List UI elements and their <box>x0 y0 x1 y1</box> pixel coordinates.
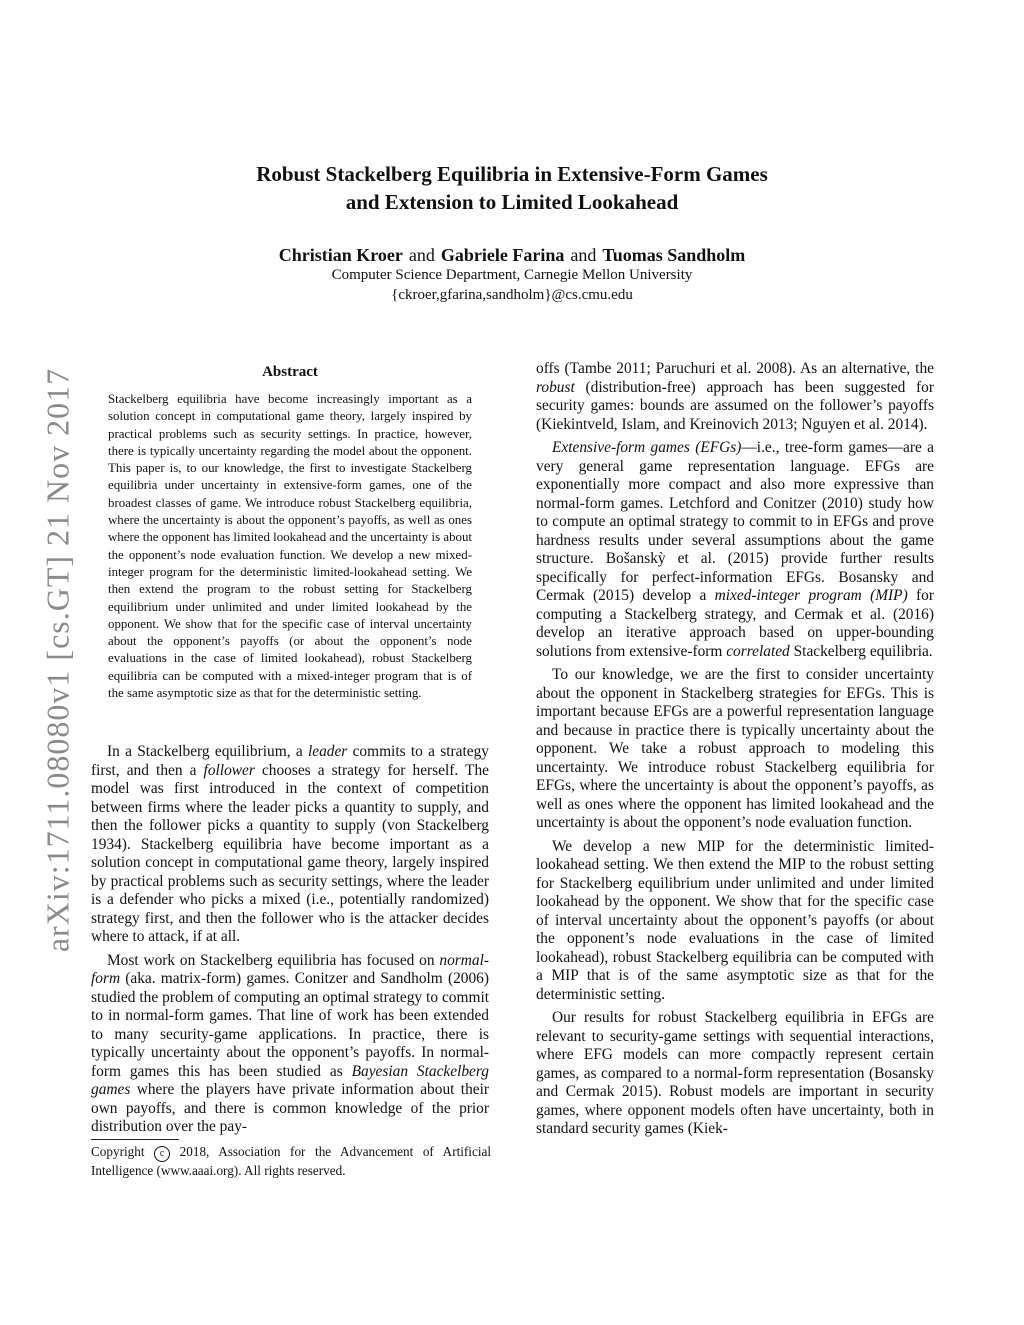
author-1: Christian Kroer <box>278 245 403 265</box>
affiliation-block <box>0 265 1024 305</box>
right-paragraph-efgs: Extensive-form games (EFGs)—i.e., tree-form games—are a very general game representation language. EFGs are exponentially more compact and also more expressive than normal-form games. Letchford and Conitzer (2010) study how to compute an optimal strategy to commit to in EFGs and prove hardness results under several assumptions about the game structure. Bošanskỳ et al. (2015) provide further results specifically for perfect-information EFGs. Bosansky and Cermak (2015) develop a mixed-integer program (MIP) for computing a Stackelberg strategy, and Cermak et al. (2016) develop an iterative approach based on upper-bounding solutions from extensive-form correlated Stackelberg equilibria. <box>536 439 934 660</box>
copyright-notice: Copyright c 2018, Association for the Advancement of Artificial Intelligence (www.aaai.org). All rights reserved. <box>91 1144 491 1178</box>
author-separator: and <box>570 245 597 265</box>
affiliation: Computer Science Department, Carnegie Mellon University <box>331 267 693 283</box>
intro-paragraph-2: Most work on Stackelberg equilibria has focused on normal-form (aka. matrix-form) games. Conitzer and Sandholm (2006) studied the problem of computing an optimal strategy to commit to in normal-form games. That line of work has been extended to many security-game applications. In practice, there is typically uncertainty about the opponent’s payoffs. In normal-form games this has been studied as Bayesian Stackelberg games where the players have private information about their own payoffs, and there is common knowledge of the prior distribution over the pay- <box>91 951 489 1135</box>
author-separator: and <box>408 245 435 265</box>
right-column <box>536 360 934 1144</box>
paper-title <box>0 160 1024 216</box>
title-line-2: and Extension to Limited Lookahead <box>345 190 679 214</box>
author-list <box>0 243 1024 267</box>
abstract-heading: Abstract <box>262 364 318 380</box>
right-paragraph-results: Our results for robust Stackelberg equilibria in EFGs are relevant to security-game settings with sequential interactions, where EFG models can more compactly represent certain games, as compared to a normal-form representation (Bosansky and Cermak 2015). Robust models are important in security games, where opponent models often have uncertainty, both in standard security games (Kiek- <box>536 1009 934 1137</box>
right-paragraph-continued: offs (Tambe 2011; Paruchuri et al. 2008). As an alternative, the robust (distribution-free) approach has been suggested for security games: bounds are assumed on the follower’s payoffs (Kiekintveld, Islam, and Kreinovich 2013; Nguyen et al. 2014). <box>536 360 934 433</box>
title-line-1: Robust Stackelberg Equilibria in Extensive-Form Games <box>256 162 768 186</box>
intro-paragraph-1: In a Stackelberg equilibrium, a leader commits to a strategy first, and then a follower chooses a strategy for herself. The model was first introduced in the context of competition between firms where the leader picks a quantity to supply, and then the follower picks a quantity to supply (von Stackelberg 1934). Stackelberg equilibria have become important as a solution concept in computational game theory, largely inspired by practical problems such as security settings, where the leader is a defender who picks a mixed (i.e., potentially randomized) strategy first, and then the follower who is the attacker decides where to attack, if at all. <box>91 743 489 945</box>
author-emails: {ckroer,gfarina,sandholm}@cs.cmu.edu <box>391 287 633 303</box>
right-paragraph-contribution: To our knowledge, we are the first to consider uncertainty about the opponent in Stackelberg strategies for EFGs. This is important because EFGs are a powerful representation language and because in practice there is typically uncertainty about the opponent. We take a robust approach to modeling this uncertainty. We introduce robust Stackelberg equilibria for EFGs, where the uncertainty is about the opponent’s payoffs, as well as ones where the opponent has limited lookahead and the uncertainty is about the opponent’s node evaluation function. <box>536 666 934 831</box>
left-column <box>91 743 489 1142</box>
author-3: Tuomas Sandholm <box>602 245 746 265</box>
footnote-rule <box>91 1139 179 1140</box>
author-2: Gabriele Farina <box>440 245 565 265</box>
abstract-text: Stackelberg equilibria have become increasingly important as a solution concept in computational game theory, largely inspired by practical problems such as security settings. In practice, however, there is typically uncertainty regarding the model about the opponent. This paper is, to our knowledge, the first to investigate Stackelberg equilibria under uncertainty in extensive-form games, one of the broadest classes of game. We introduce robust Stackelberg equilibria, where the uncertainty is about the opponent’s payoffs, as well as ones where the opponent has limited lookahead and the uncertainty is about the opponent’s node evaluation function. We develop a new mixed-integer program for the deterministic limited-lookahead setting. We then extend the program to the robust setting for Stackelberg equilibrium under unlimited and under limited lookahead by the opponent. We show that for the specific case of interval uncertainty about the opponent’s payoffs (or about the opponent’s node evaluations in the case of limited lookahead), robust Stackelberg equilibria can be computed with a mixed-integer program that is of the same asymptotic size as that for the deterministic setting. <box>108 392 472 701</box>
arxiv-stamp: arXiv:1711.08080v1 [cs.GT] 21 Nov 2017 <box>39 367 76 953</box>
right-paragraph-mip: We develop a new MIP for the deterministic limited-lookahead setting. We then extend the MIP to the robust setting for Stackelberg equilibrium under unlimited and under limited lookahead by the opponent. We show that for the specific case of interval uncertainty about the opponent’s payoffs (or about the opponent’s node evaluations in the case of limited lookahead), robust Stackelberg equilibria can be computed with a MIP that is of the same asymptotic size as that for the deterministic setting. <box>536 837 934 1003</box>
copyright-symbol: c <box>154 1146 170 1162</box>
